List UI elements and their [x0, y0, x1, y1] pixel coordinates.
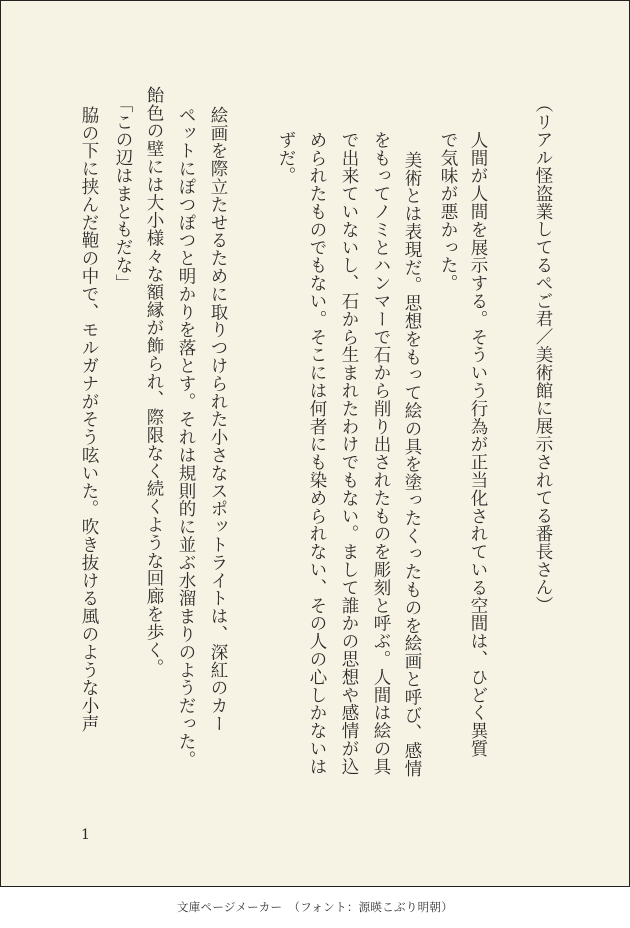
- text-column: で気味が悪かった。: [438, 131, 458, 293]
- footer-caption: 文庫ページメーカー （フォント：源暎こぶり明朝）: [176, 900, 454, 914]
- text-column: 絵画を際立たせるために取りつけられた小さなスポットライトは、深紅のカー: [208, 106, 228, 733]
- text-column: ペットにぽつぽつと明かりを落とす。それは規則的に並ぶ水溜まりのようだった。: [176, 106, 196, 769]
- page-number: 1: [81, 827, 90, 843]
- text-column: 人間が人間を展示する。そういう行為が正当化されている空間は、ひどく異質: [468, 131, 488, 758]
- text-column: で出来ていないし、石から生まれたわけでもない。まして誰かの思想や感情が込: [339, 131, 359, 776]
- text-column: められたものでもない。そこには何者にも染められない、その人の心しかないは: [307, 131, 327, 776]
- text-column: 美術とは表現だ。思想をもって絵の具を塗ったくったものを絵画と呼び、感情: [402, 151, 422, 778]
- text-column: （リアル怪盗業してるぺご君／美術館に展示されてる番長さん）: [533, 95, 553, 615]
- text-column: 飴色の壁には大小様々な額縁が飾られ、際限なく続くような回廊を歩く。: [144, 86, 164, 677]
- text-column: ずだ。: [276, 131, 296, 185]
- text-column: をもってノミとハンマーで石から削り出されたものを彫刻と呼ぶ。人間は絵の具: [371, 131, 391, 776]
- text-column: 脇の下に挟んだ鞄の中で、モルガナがそう呟いた。吹き抜ける風のような小声: [79, 106, 99, 733]
- text-column: 「この辺はまともだな」: [113, 95, 133, 292]
